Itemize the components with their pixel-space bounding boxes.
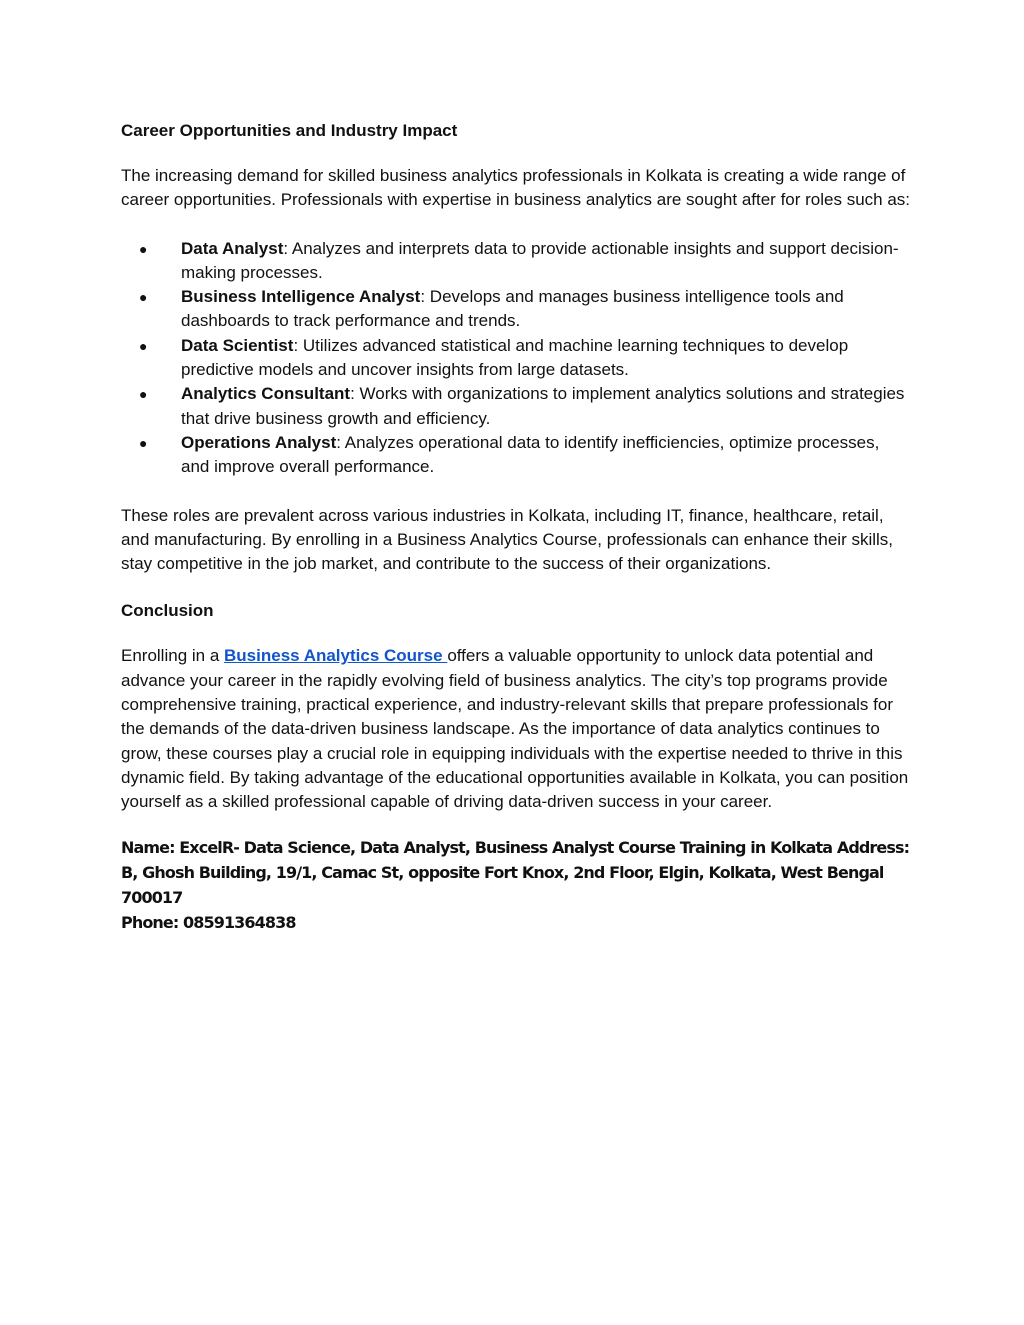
contact-name-address-line: Name: ExcelR- Data Science, Data Analyst, Business Analyst Course Training in Kolkata Address: bbox=[121, 837, 910, 857]
role-description: : Analyzes and interprets data to provide actionable insights and support decision-making processes. bbox=[181, 238, 899, 282]
role-description: : Utilizes advanced statistical and machine learning techniques to develop predictive models and uncover insights from large datasets. bbox=[181, 335, 849, 380]
role-term: Data Scientist bbox=[181, 335, 294, 355]
conclusion-paragraph bbox=[121, 644, 911, 814]
section-heading-conclusion: Conclusion bbox=[121, 601, 214, 621]
list-item bbox=[121, 285, 911, 334]
bullet-icon: ● bbox=[139, 337, 148, 354]
contact-address-line: B, Ghosh Building, 19/1, Camac St, opposite Fort Knox, 2nd Floor, Elgin, Kolkata, West Bengal bbox=[121, 862, 884, 882]
bullet-icon: ● bbox=[139, 240, 148, 257]
contact-postal-code: 700017 bbox=[121, 887, 183, 907]
role-term: Operations Analyst bbox=[181, 432, 337, 452]
role-description: : Works with organizations to implement analytics solutions and strategies that drive business growth and efficiency. bbox=[181, 384, 905, 428]
role-term: Analytics Consultant bbox=[181, 384, 351, 404]
role-term: Data Analyst bbox=[181, 238, 284, 258]
list-item bbox=[121, 334, 911, 383]
list-item bbox=[121, 382, 911, 431]
bullet-icon: ● bbox=[139, 434, 148, 451]
list-item bbox=[121, 431, 911, 480]
role-description: : Analyzes operational data to identify inefficiencies, optimize processes, and improve overall performance. bbox=[181, 432, 880, 477]
outro-paragraph: These roles are prevalent across various industries in Kolkata, including IT, finance, healthcare, retail, and manufacturing. By enrolling in a Business Analytics Course, professionals can enhance their skills, stay competitive in the job market, and contribute to the success of their organizations. bbox=[121, 505, 894, 574]
section-heading-career: Career Opportunities and Industry Impact bbox=[121, 121, 458, 140]
conclusion-body: offers a valuable opportunity to unlock data potential and advance your career in the rapidly evolving field of business analytics. The city’s top programs provide comprehensive training, practical experience, and industry-relevant skills that prepare professionals for the demands of the data-driven business landscape. As the importance of data analytics continues to grow, these courses play a crucial role in equipping individuals with the expertise needed to thrive in this dynamic field. By taking advantage of the educational opportunities available in Kolkata, you can position yourself as a skilled professional capable of driving data-driven success in your career. bbox=[121, 646, 909, 812]
bullet-icon: ● bbox=[139, 386, 148, 403]
role-term: Business Intelligence Analyst bbox=[181, 287, 421, 307]
contact-block bbox=[121, 835, 911, 935]
business-analytics-course-link[interactable]: Business Analytics Course bbox=[224, 646, 448, 666]
roles-list bbox=[121, 237, 911, 480]
list-item bbox=[121, 237, 911, 286]
document-page bbox=[121, 119, 911, 935]
bullet-icon: ● bbox=[139, 289, 148, 306]
intro-paragraph: The increasing demand for skilled business analytics professionals in Kolkata is creating a wide range of career opportunities. Professionals with expertise in business analytics are sought after for roles such as: bbox=[121, 166, 911, 210]
role-description: : Develops and manages business intelligence tools and dashboards to track performance and trends. bbox=[181, 287, 844, 331]
contact-phone: Phone: 08591364838 bbox=[121, 912, 296, 932]
conclusion-lead: Enrolling in a bbox=[121, 646, 225, 666]
